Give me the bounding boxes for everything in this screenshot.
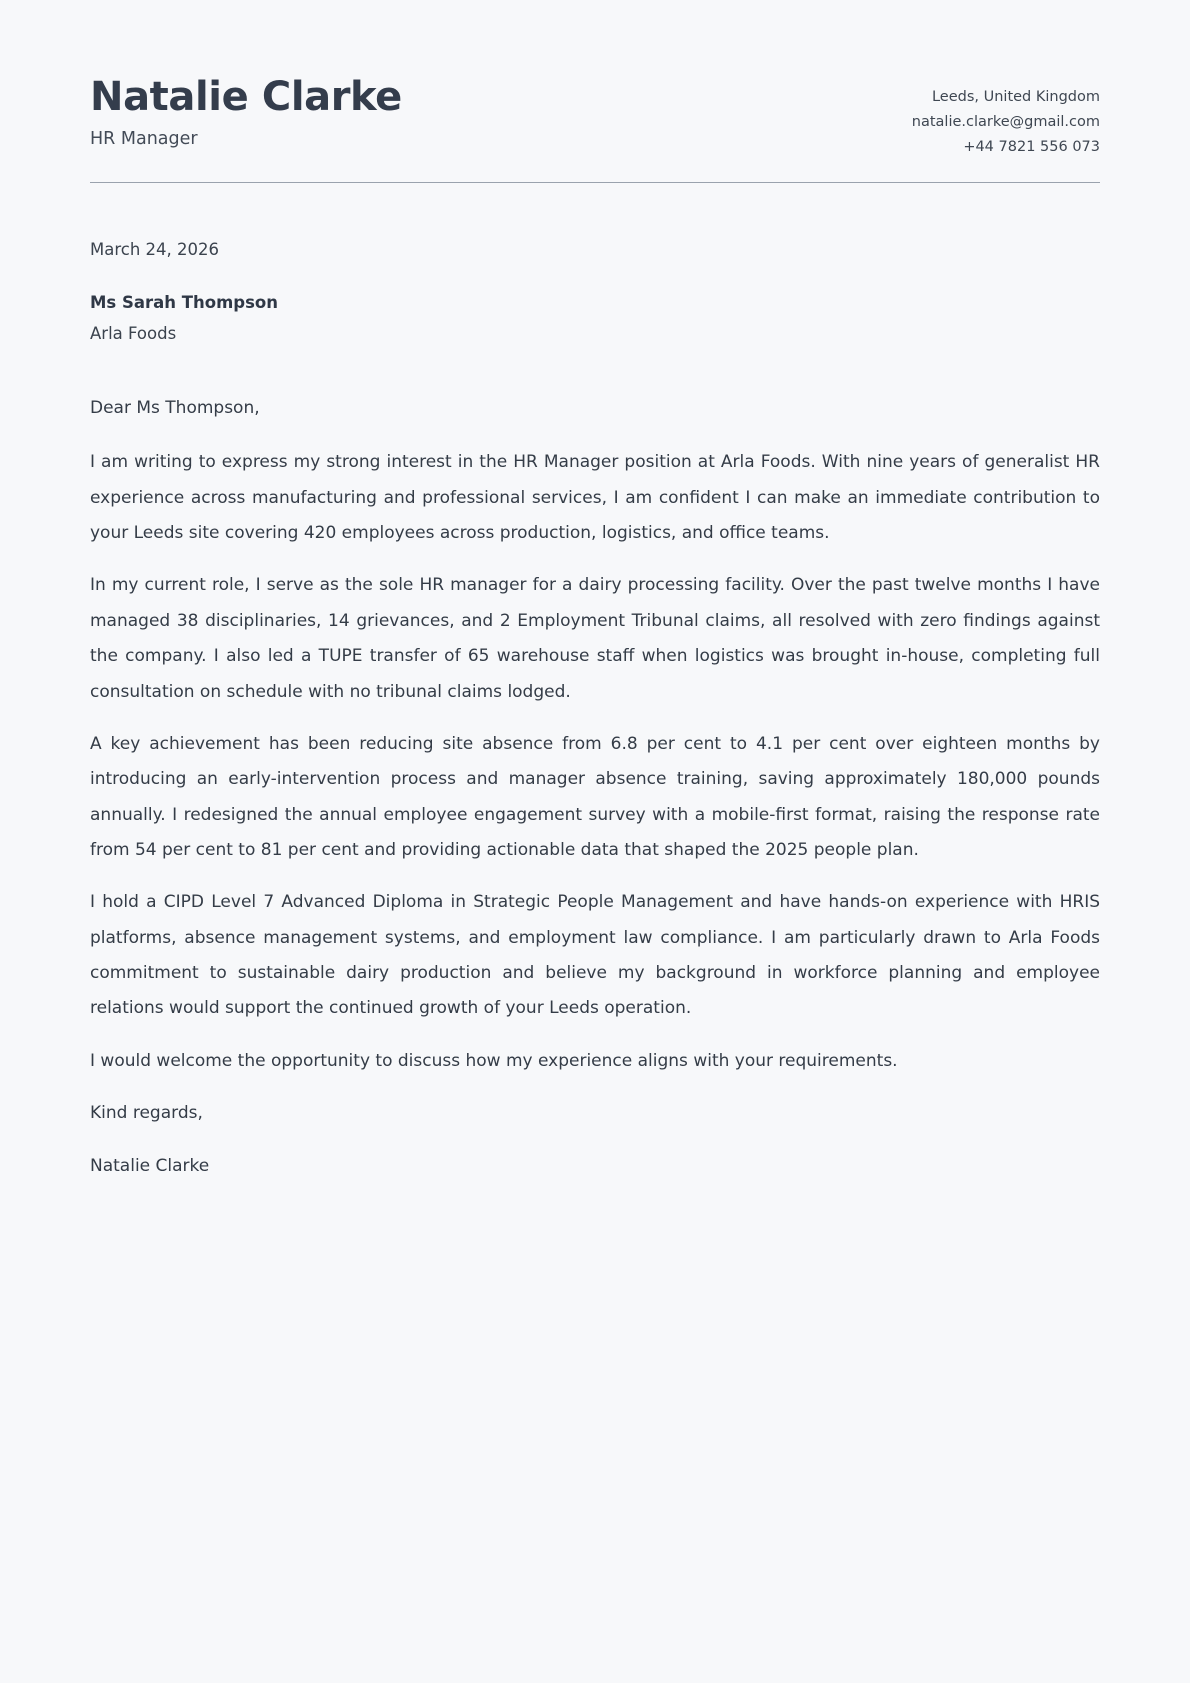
signature-name: Natalie Clarke <box>90 1155 210 1176</box>
contact-location: Leeds, United Kingdom <box>931 89 1100 105</box>
letter-body <box>90 395 1100 1184</box>
contact-phone[interactable]: +44 7821 556 073 <box>963 138 1100 155</box>
letter-meta <box>90 238 1100 347</box>
letter-header <box>90 62 1100 160</box>
sender-job-title: HR Manager <box>90 129 198 150</box>
sender-contact-block <box>912 76 1100 160</box>
header-divider <box>90 182 1100 183</box>
letter-date: March 24, 2026 <box>90 239 220 259</box>
sender-name: Natalie Clarke <box>90 74 402 120</box>
body-paragraph-4: I hold a CIPD Level 7 Advanced Diploma in Strategic People Management and have hands-on experience with HRIS platforms, absence management systems, and employment law compliance. I am particularly drawn to Arla Foods commitment to sustainable dairy production and believe my background in workforce planning and employee relations would support the continued growth of your Leeds operation. <box>90 892 1100 1019</box>
sender-identity <box>90 76 402 150</box>
body-paragraph-2: In my current role, I serve as the sole HR manager for a dairy processing facility. Over the past twelve months I have managed 38 disciplinaries, 14 grievances, and 2 Employment Tribunal claims, all resolved with zero findings against the company. I also led a TUPE transfer of 65 warehouse staff when logistics was brought in-house, completing full consultation on schedule with no tribunal claims lodged. <box>90 575 1100 702</box>
salutation: Dear Ms Thompson, <box>90 398 260 419</box>
closing-salutation: Kind regards, <box>90 1103 203 1124</box>
recipient-name: Ms Sarah Thompson <box>90 292 279 312</box>
recipient-company: Arla Foods <box>90 324 177 344</box>
body-paragraph-1: I am writing to express my strong interest in the HR Manager position at Arla Foods. With nine years of generalist HR experience across manufacturing and professional services, I am confident I can make an immediate contribution to your Leeds site covering 420 employees across production, logistics, and office teams. <box>90 452 1100 544</box>
closing-request: I would welcome the opportunity to discuss how my experience aligns with your requirements. <box>90 1050 898 1071</box>
contact-email[interactable]: natalie.clarke@gmail.com <box>911 113 1100 130</box>
body-paragraph-3: A key achievement has been reducing site absence from 6.8 per cent to 4.1 per cent over eighteen months by introducing an early-intervention process and manager absence training, saving approximately 180,000 pounds annually. I redesigned the annual employee engagement survey with a mobile-first format, raising the response rate from 54 per cent to 81 per cent and providing actionable data that shaped the 2025 people plan. <box>90 733 1100 860</box>
